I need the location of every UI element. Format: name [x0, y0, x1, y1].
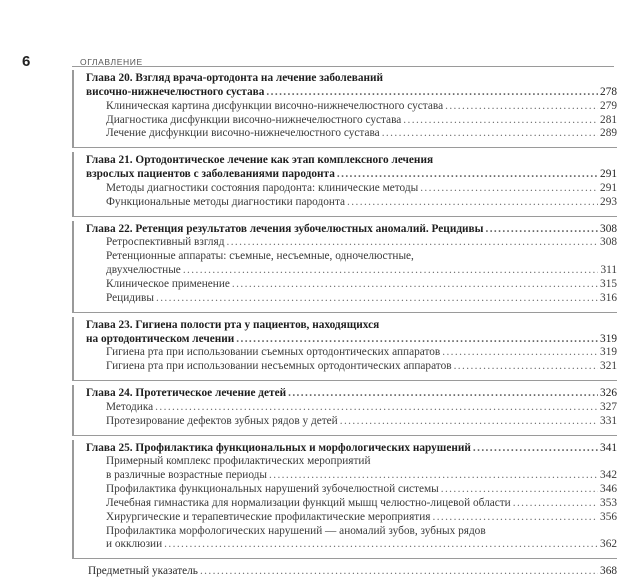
dot-leader: [347, 196, 598, 210]
entry-title: Ретенционные аппараты: съемные, несъемные, одночелюстные,: [106, 250, 414, 263]
page-ref: 311: [600, 264, 617, 277]
dot-leader: [236, 333, 598, 347]
index-title: Предметный указатель: [88, 565, 198, 578]
entry-title: Гигиена рта при использовании несъемных ортодонтических аппаратов: [106, 360, 452, 373]
chapter-title-line[interactable]: [86, 168, 617, 182]
page-ref: 291: [600, 168, 617, 181]
toc-entry-line[interactable]: [86, 525, 617, 539]
toc-entry[interactable]: [86, 292, 617, 306]
dot-leader: [382, 127, 598, 141]
entry-title: в различные возрастные периоды: [106, 469, 267, 482]
entry-title: Лечебная гимнастика для нормализации функций мышц челюстно-лицевой области: [106, 496, 511, 509]
entry-title: Диагностика дисфункции височно-нижнечелюстного сустава: [106, 113, 402, 126]
chapter-title: Глава 21. Ортодонтическое лечение как этап комплексного лечения: [86, 154, 434, 167]
dot-leader: [432, 511, 598, 525]
entry-title: Методика: [106, 400, 154, 413]
chapter-title-line[interactable]: [86, 387, 617, 401]
toc-entry[interactable]: [86, 182, 617, 196]
page-ref: 279: [600, 99, 617, 112]
page-ref: 289: [600, 127, 617, 140]
chapter-title-line[interactable]: [86, 333, 617, 347]
page-ref: 356: [600, 510, 617, 523]
toc-entry[interactable]: [86, 360, 617, 374]
toc-entry[interactable]: [86, 538, 617, 552]
toc-entry[interactable]: [86, 483, 617, 497]
chapter-title: взрослых пациентов с заболеваниями пародонта: [86, 168, 335, 181]
entry-title: двухчелюстные: [106, 264, 181, 277]
dot-leader: [420, 182, 598, 196]
chapter-25: [72, 440, 617, 560]
page-ref: 368: [600, 565, 617, 578]
entry-title: Рецидивы: [106, 291, 154, 304]
chapter-title-line[interactable]: [86, 319, 617, 333]
dot-leader: [445, 100, 598, 114]
page-ref: 341: [600, 441, 617, 454]
index-entry[interactable]: [72, 565, 617, 579]
dot-leader: [164, 538, 598, 552]
toc-entry-line[interactable]: [86, 455, 617, 469]
chapter-title: Глава 23. Гигиена полости рта у пациентов, находящихся: [86, 318, 380, 331]
page-ref: 362: [600, 538, 617, 551]
dot-leader: [155, 401, 598, 415]
page-ref: 331: [600, 414, 617, 427]
running-head: ОГЛАВЛЕНИЕ: [80, 57, 143, 67]
chapter-title-line[interactable]: [86, 223, 617, 237]
page-ref: 293: [600, 195, 617, 208]
toc-entry[interactable]: [86, 415, 617, 429]
dot-leader: [266, 86, 598, 100]
dot-leader: [269, 469, 598, 483]
page-ref: 342: [600, 469, 617, 482]
entry-title: Лечение дисфункции височно-нижнечелюстного сустава: [106, 127, 380, 140]
entry-title: Протезирование дефектов зубных рядов у детей: [106, 414, 338, 427]
page-ref: 278: [600, 85, 617, 98]
chapter-title: Глава 25. Профилактика функциональных и морфологических нарушений: [86, 441, 471, 454]
entry-title: Профилактика морфологических нарушений — аномалий зубов, зубных рядов: [106, 524, 486, 537]
chapter-23: [72, 317, 617, 381]
dot-leader: [288, 387, 598, 401]
page-ref: 321: [600, 360, 617, 373]
header-rule: [72, 66, 614, 67]
entry-title: Функциональные методы диагностики пародонта: [106, 195, 346, 208]
page-ref: 346: [600, 483, 617, 496]
toc-entry[interactable]: [86, 114, 617, 128]
page-ref: 316: [600, 291, 617, 304]
toc-entry[interactable]: [86, 401, 617, 415]
page-number: 6: [22, 53, 31, 70]
dot-leader: [232, 278, 598, 292]
entry-title: Методы диагностики состояния пародонта: клинические методы: [106, 181, 419, 194]
chapter-title: на ортодонтическом лечении: [86, 332, 235, 345]
dot-leader: [473, 442, 598, 456]
entry-title: и окклюзии: [106, 538, 163, 551]
entry-title: Примерный комплекс профилактических мероприятий: [106, 455, 371, 468]
chapter-title: Глава 22. Ретенция результатов лечения зубочелюстных аномалий. Рецидивы: [86, 222, 484, 235]
chapter-title-line[interactable]: [86, 72, 617, 86]
toc-entry[interactable]: [86, 100, 617, 114]
entry-title: Клиническое применение: [106, 277, 230, 290]
page-ref: 308: [600, 236, 617, 249]
dot-leader: [226, 236, 598, 250]
page-ref: 319: [600, 346, 617, 359]
dot-leader: [156, 292, 598, 306]
entry-title: Хирургические и терапевтические профилактические мероприятия: [106, 510, 431, 523]
toc-entry-line[interactable]: [86, 250, 617, 264]
page-ref: 281: [600, 113, 617, 126]
entry-title: Гигиена рта при использовании съемных ортодонтических аппаратов: [106, 346, 441, 359]
chapter-title: Глава 24. Протетическое лечение детей: [86, 387, 287, 400]
page-ref: 315: [600, 277, 617, 290]
entry-title: Ретроспективный взгляд: [106, 236, 225, 249]
dot-leader: [200, 565, 598, 579]
chapter-24: [72, 385, 617, 436]
chapter-20: [72, 70, 617, 148]
page-ref: 308: [600, 222, 617, 235]
entry-title: Профилактика функциональных нарушений зубочелюстной системы: [106, 483, 439, 496]
entry-title: Клиническая картина дисфункции височно-нижнечелюстного сустава: [106, 99, 444, 112]
dot-leader: [340, 415, 598, 429]
toc-entry[interactable]: [86, 196, 617, 210]
dot-leader: [442, 346, 598, 360]
page-ref: 291: [600, 181, 617, 194]
chapter-title-line[interactable]: [86, 442, 617, 456]
page-ref: 326: [600, 387, 617, 400]
toc-entry[interactable]: [86, 236, 617, 250]
dot-leader: [403, 114, 598, 128]
toc-entry[interactable]: [86, 511, 617, 525]
dot-leader: [513, 497, 598, 511]
dot-leader: [337, 168, 598, 182]
dot-leader: [454, 360, 598, 374]
page-ref: 353: [600, 496, 617, 509]
toc-entry[interactable]: [86, 278, 617, 292]
chapter-22: [72, 221, 617, 313]
toc-entry[interactable]: [86, 497, 617, 511]
toc-entry[interactable]: [86, 469, 617, 483]
chapter-title-line[interactable]: [86, 86, 617, 100]
table-of-contents: [72, 70, 617, 579]
chapter-title: височно-нижнечелюстного сустава: [86, 85, 265, 98]
toc-entry[interactable]: [86, 264, 617, 278]
chapter-title: Глава 20. Взгляд врача-ортодонта на лечение заболеваний: [86, 72, 384, 84]
page-ref: 327: [600, 400, 617, 413]
toc-entry[interactable]: [86, 346, 617, 360]
chapter-title-line[interactable]: [86, 154, 617, 168]
page-ref: 319: [600, 332, 617, 345]
dot-leader: [485, 223, 598, 237]
toc-entry[interactable]: [86, 127, 617, 141]
dot-leader: [183, 264, 599, 278]
chapter-21: [72, 152, 617, 216]
dot-leader: [441, 483, 598, 497]
